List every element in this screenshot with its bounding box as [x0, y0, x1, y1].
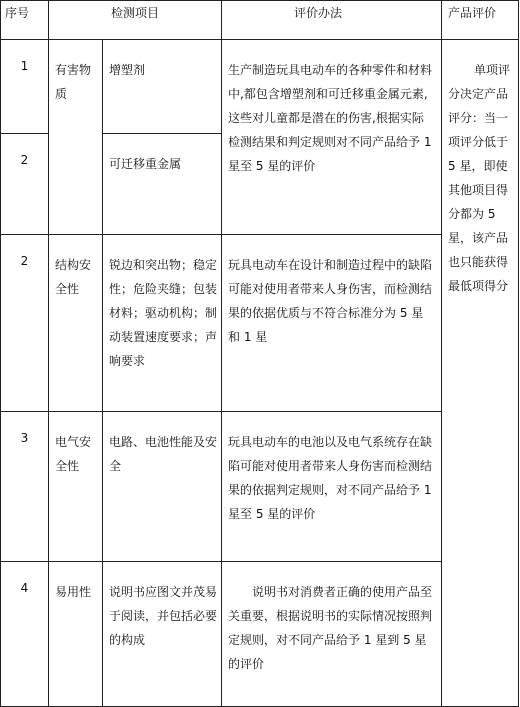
table-row [1, 235, 519, 412]
product-evaluation-text: 单项评分决定产品评分：当一项评分低于 5 星，即使其他项目得分都为 5 星，该产品也只能获得最低项得分 [442, 40, 519, 707]
row-method-usability: 说明书对消费者正确的使用产品至关重要，根据说明书的实际情况按照判定规则，对不同产品给予 1 星到 5 星的评价 [222, 562, 442, 707]
row-method-harmful: 生产制造玩具电动车的各种零件和材料中,都包含增塑剂和可迁移重金属元素,这些对儿童都是潜在的伤害,根据实际检测结果和判定规则对不同产品给予 1 星至 5 星的评价 [222, 40, 442, 235]
row-item: 说明书应图文并茂易于阅读，并包括必要的构成 [103, 562, 222, 707]
row-item: 增塑剂 [103, 40, 222, 134]
header-method: 评价办法 [222, 1, 442, 40]
row-category: 易用性 [49, 562, 103, 707]
row-category: 结构安全性 [49, 235, 103, 412]
header-seq: 序号 [1, 1, 49, 40]
table-row [1, 40, 519, 134]
table-header-row [1, 1, 519, 40]
row-method-electrical: 玩具电动车的电池以及电气系统存在缺陷可能对使用者带来人身伤害而检测结果的依据判定规则，对不同产品给予 1 星至 5 星的评价 [222, 412, 442, 562]
row-seq: 3 [1, 412, 49, 562]
row-seq: 4 [1, 562, 49, 707]
row-category: 有害物质 [49, 40, 103, 235]
row-item: 锐边和突出物；稳定性；危险夹缝；包装材料；驱动机构；制动装置速度要求；声响要求 [103, 235, 222, 412]
header-item: 检测项目 [49, 1, 222, 40]
header-evaluation: 产品评价 [442, 1, 519, 40]
row-item: 电路、电池性能及安全 [103, 412, 222, 562]
table-row [1, 412, 519, 562]
row-seq: 2 [1, 235, 49, 412]
row-item: 可迁移重金属 [103, 134, 222, 235]
row-seq: 2 [1, 134, 49, 235]
table-row [1, 562, 519, 707]
row-seq: 1 [1, 40, 49, 134]
row-category: 电气安全性 [49, 412, 103, 562]
row-method-structural: 玩具电动车在设计和制造过程中的缺陷可能对使用者带来人身伤害，而检测结果的依据优质与不符合标准分为 5 星和 1 星 [222, 235, 442, 412]
